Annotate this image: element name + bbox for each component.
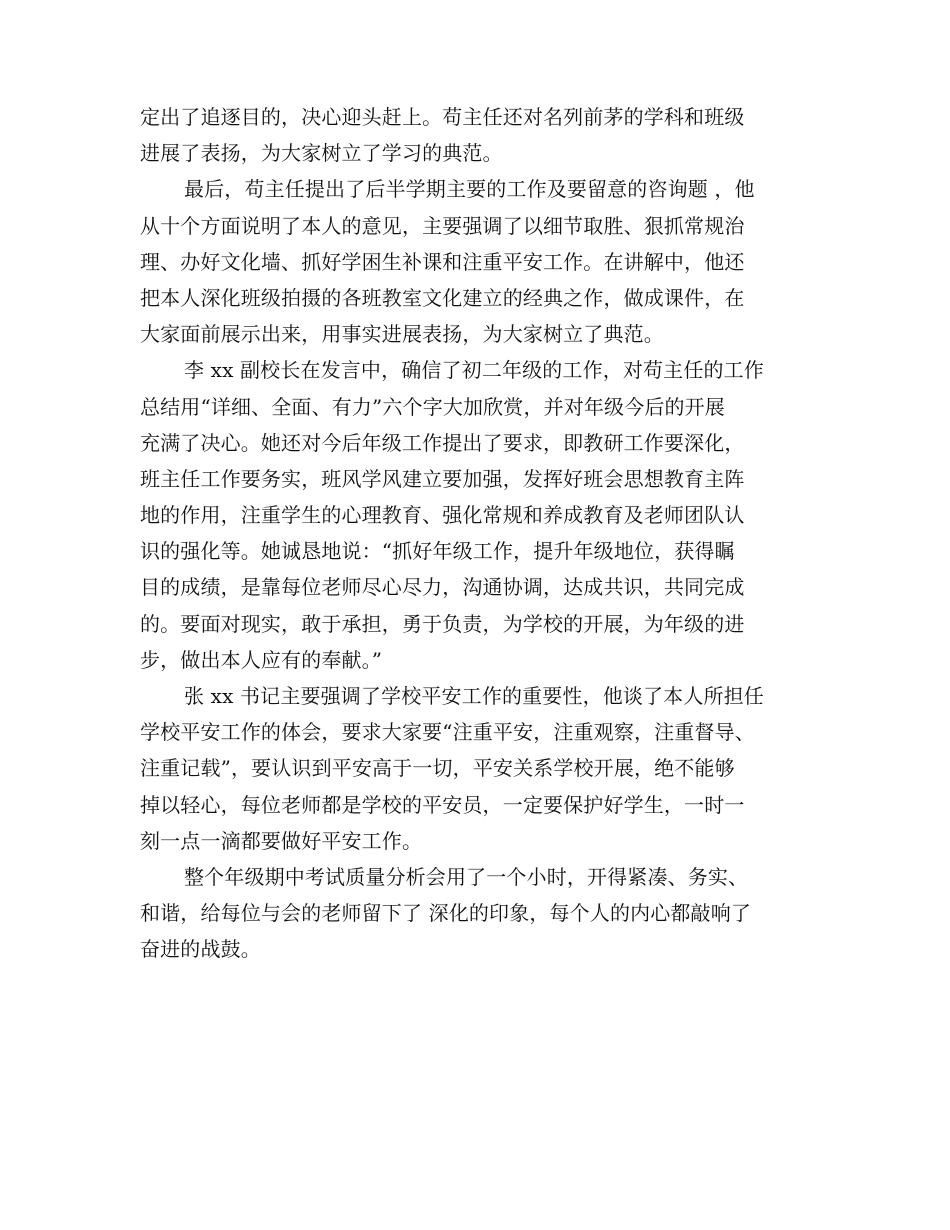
text-line: 进展了表扬，为大家树立了学习的典范。 (140, 141, 503, 166)
text-line: 奋进的战鼓。 (140, 937, 261, 962)
text-line: 大家面前展示出来，用事实进展表扬，为大家树立了典范。 (140, 322, 664, 347)
text-line: 的。要面对现实，敢于承担，勇于负责，为学校的开展，为年级的进 (140, 611, 745, 636)
text-line: 识的强化等。她诚恳地说：“抓好年级工作，提升年级地位，获得瞩 (140, 539, 735, 564)
text-line: 学校平安工作的体会，要求大家要“注重平安，注重观察，注重督导、 (140, 720, 755, 745)
paragraph-start-line: 李 xx 副校长在发言中，确信了初二年级的工作，对苟主任的工作 (184, 358, 764, 383)
text-line: 理、办好文化墙、抓好学困生补课和注重平安工作。在讲解中，他还 (140, 249, 745, 274)
text-line: 掉以轻心，每位老师都是学校的平安员，一定要保护好学生，一时一 (140, 792, 745, 817)
text-line: 班主任工作要务实，班风学风建立要加强，发挥好班会思想教育主阵 (140, 466, 745, 491)
text-line: 从十个方面说明了本人的意见，主要强调了以细节取胜、狠抓常规治 (140, 213, 745, 238)
text-line: 定出了追逐目的，决心迎头赶上。苟主任还对名列前茅的学科和班级 (140, 105, 745, 129)
text-line: 目的成绩，是靠每位老师尽心尽力，沟通协调，达成共识，共同完成 (140, 575, 745, 600)
document-body (140, 99, 820, 968)
text-line: 充满了决心。她还对今后年级工作提出了要求，即教研工作要深化， (140, 430, 745, 455)
text-line: 把本人深化班级拍摄的各班教室文化建立的经典之作，做成课件，在 (140, 285, 745, 310)
text-line: 步，做出本人应有的奉献。” (140, 647, 383, 672)
text-line: 和谐，给每位与会的老师留下了 深化的印象，每个人的内心都敲响了 (140, 901, 752, 926)
text-line: 注重记载”，要认识到平安高于一切，平安关系学校开展，绝不能够 (140, 756, 735, 781)
text-line: 地的作用，注重学生的心理教育、强化常规和养成教育及老师团队认 (140, 503, 745, 528)
text-line: 总结用“详细、全面、有力”六个字大加欣赏，并对年级今后的开展 (140, 394, 725, 419)
text-line: 刻一点一滴都要做好平安工作。 (140, 828, 423, 853)
paragraph-start-line: 整个年级期中考试质量分析会用了一个小时，开得紧凑、务实、 (184, 864, 749, 889)
paragraph-start-line: 张 xx 书记主要强调了学校平安工作的重要性，他谈了本人所担任 (184, 684, 764, 708)
paragraph-start-line: 最后，苟主任提出了后半学期主要的工作及要留意的咨询题 ，他 (184, 177, 755, 202)
